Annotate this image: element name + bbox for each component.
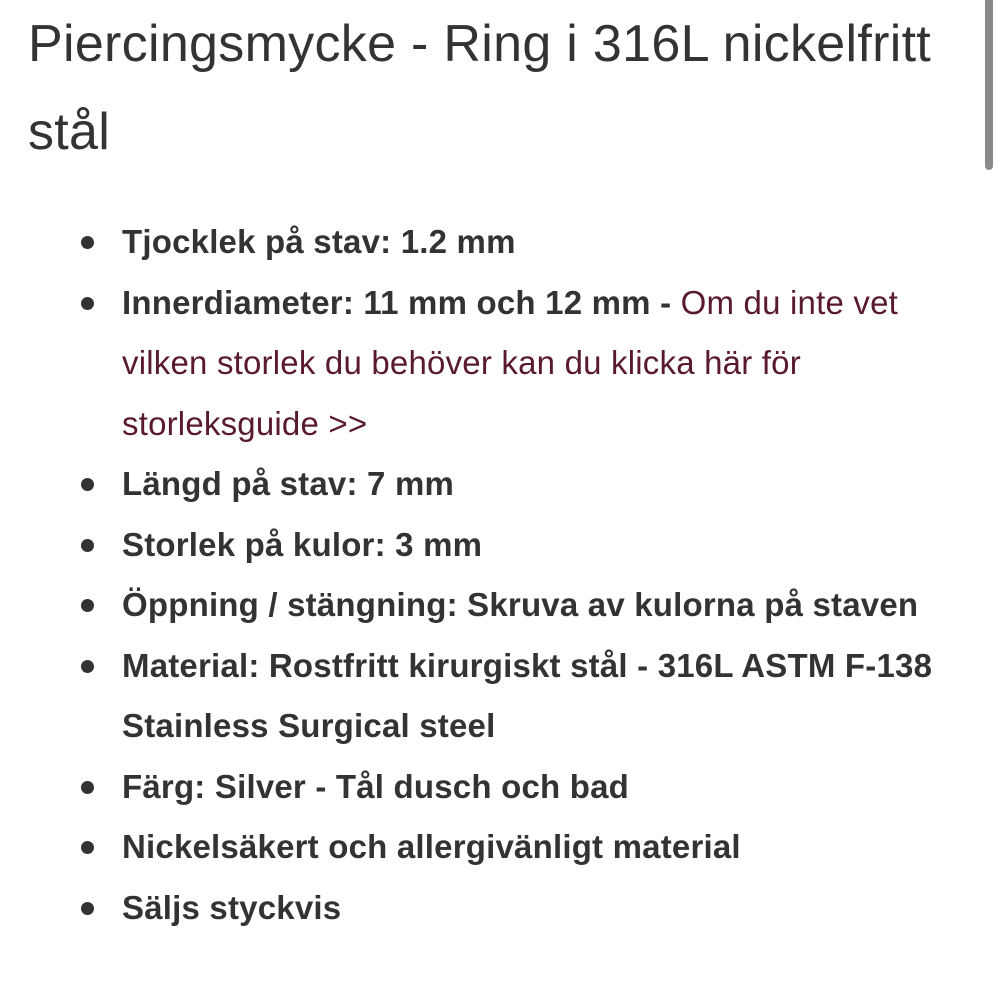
bullet-icon	[81, 781, 94, 794]
feature-text: Storlek på kulor: 3 mm	[122, 525, 483, 563]
bullet-icon	[81, 539, 94, 552]
feature-item-opening	[0, 575, 1000, 636]
bullet-icon	[81, 478, 94, 491]
feature-item-inner-diameter	[0, 273, 1000, 455]
bullet-icon	[81, 297, 94, 310]
feature-text: Nickelsäkert och allergivänligt material	[122, 828, 741, 865]
feature-item-nickel-safe	[0, 817, 1000, 878]
feature-text: Tjocklek på stav: 1.2 mm	[122, 223, 516, 260]
feature-text: Färg: Silver - Tål dusch och bad	[122, 767, 629, 805]
feature-text: Säljs styckvis	[122, 888, 342, 926]
feature-text: Öppning / stängning: Skruva av kulorna på staven	[122, 586, 919, 623]
feature-item-color	[0, 757, 1000, 818]
vertical-scrollbar[interactable]	[985, 0, 993, 170]
product-title: Piercingsmycke - Ring i 316L nickelfritt stål	[28, 15, 932, 161]
feature-item-material	[0, 636, 1000, 757]
feature-text: Innerdiameter: 11 mm och 12 mm -	[122, 283, 681, 321]
feature-item-sold-individually	[0, 878, 1000, 939]
bullet-icon	[81, 236, 94, 249]
feature-text: Längd på stav: 7 mm	[122, 465, 455, 502]
feature-list	[0, 212, 1000, 938]
feature-text: Material: Rostfritt kirurgiskt stål - 316L ASTM F-138 Stainless Surgical steel	[122, 646, 933, 744]
feature-item-ball-size	[0, 515, 1000, 576]
bullet-icon	[81, 902, 94, 915]
size-guide-link[interactable]: Om du inte vet vilken storlek du behöver kan du klicka här för storleksguide >>	[122, 283, 899, 442]
feature-item-bar-length	[0, 454, 1000, 515]
bullet-icon	[81, 841, 94, 854]
feature-item-thickness	[0, 212, 1000, 273]
bullet-icon	[81, 660, 94, 673]
bullet-icon	[81, 599, 94, 612]
